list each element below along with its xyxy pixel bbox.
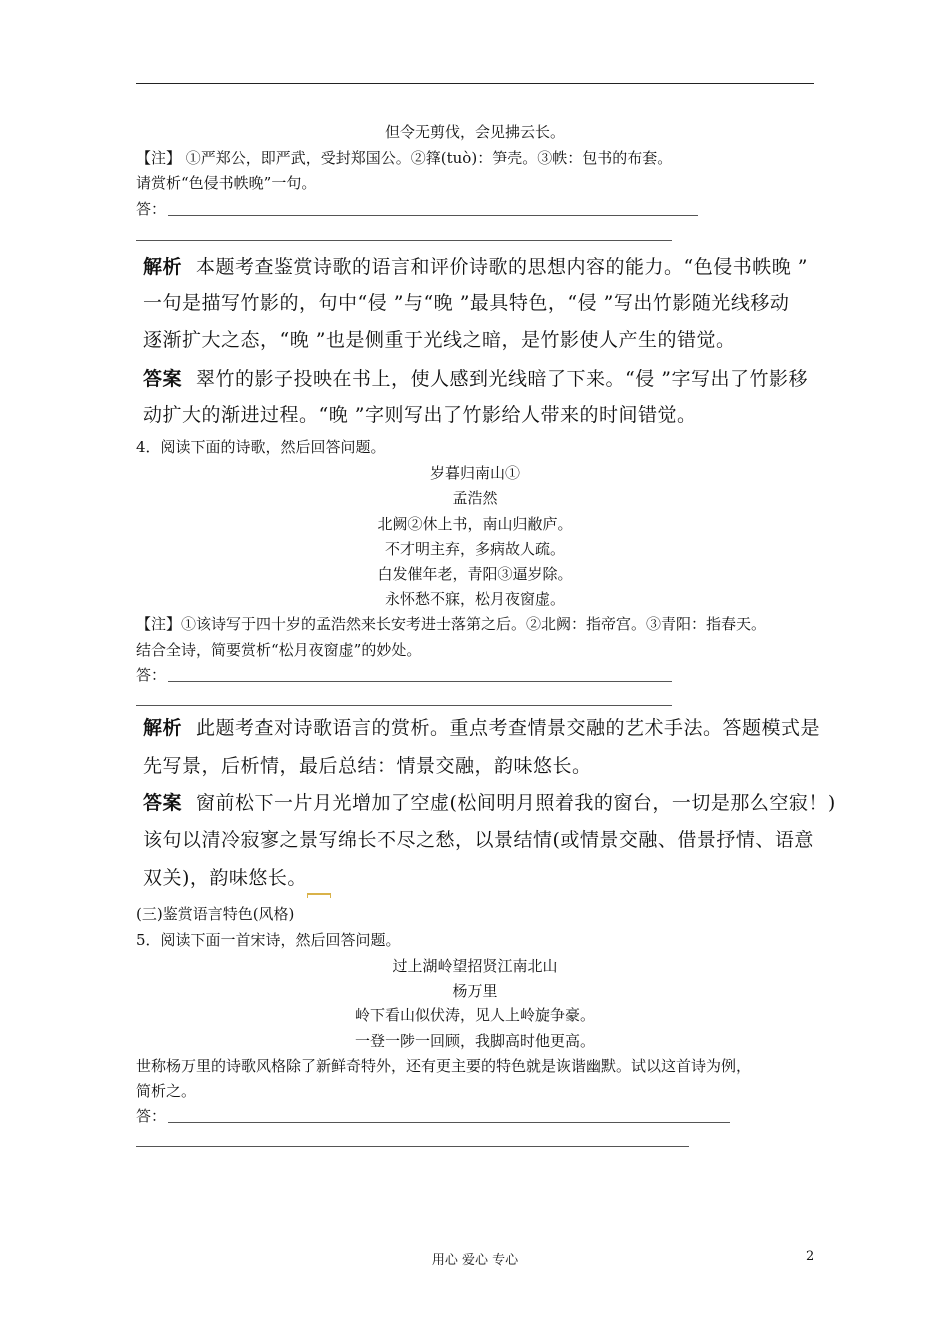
answer-blank-line [168, 681, 672, 682]
analysis-label: 解析 [143, 717, 183, 739]
q4-poem-line: 北阙②休上书，南山归敝庐。 [377, 515, 573, 533]
question-text: 请赏析“色侵书帙晚”一句。 [136, 174, 317, 192]
answer-key-line: 该句以清冷寂寥之景写绵长不尽之愁，以景结情(或情景交融、借景抒情、语意 [143, 829, 814, 851]
q4-note: 【注】①该诗写于四十岁的孟浩然来长安考进士落第之后。②北阙：指帝宫。③青阳：指春天。 [136, 615, 767, 633]
q4-answer-label: 答： [136, 666, 167, 684]
answer-blank-line [136, 240, 672, 241]
answer-key-line: 答案 窗前松下一片月光增加了空虚(松间明月照着我的窗台，一切是那么空寂！) [143, 792, 836, 814]
q5-prompt: 5．阅读下面一首宋诗，然后回答问题。 [136, 931, 401, 949]
analysis-line: 解析 此题考查对诗歌语言的赏析。重点考查情景交融的艺术手法。答题模式是 [143, 717, 821, 739]
q5-poem-title: 过上湖岭望招贤江南北山 [392, 957, 558, 975]
highlight-mark [307, 893, 331, 898]
q4-poem-line: 不才明主弃，多病故人疏。 [384, 540, 565, 558]
answer-blank-line [136, 1146, 689, 1147]
answer-blank-line [168, 1122, 730, 1123]
q4-poem-title: 岁暮归南山① [429, 464, 520, 482]
q4-poem-author: 孟浩然 [452, 489, 498, 507]
analysis-line: 逐渐扩大之态，“晚 ”也是侧重于光线之暗，是竹影使人产生的错觉。 [143, 329, 736, 351]
q5-poem-line: 一登一陟一回顾，我脚高时他更高。 [354, 1032, 595, 1050]
section-heading: (三)鉴赏语言特色(风格) [136, 905, 295, 923]
q4-prompt: 4．阅读下面的诗歌，然后回答问题。 [136, 438, 386, 456]
answer-blank-line [168, 215, 698, 216]
answer-blank-line [136, 705, 672, 706]
page-footer: 用心 爱心 专心 [431, 1253, 519, 1268]
q5-poem-author: 杨万里 [452, 982, 498, 1000]
q4-question: 结合全诗，简要赏析“松月夜窗虚”的妙处。 [136, 641, 422, 659]
q5-question: 世称杨万里的诗歌风格除了新鲜奇特外，还有更主要的特色就是诙谐幽默。试以这首诗为例， [136, 1057, 752, 1075]
answer-key-label: 答案 [143, 792, 183, 814]
poem-note: 【注】 ①严郑公，即严武，受封郑国公。②箨(tuò)：笋壳。③帙：包书的布套。 [136, 149, 673, 167]
analysis-line: 先写景，后析情，最后总结：情景交融，韵味悠长。 [143, 755, 592, 777]
q4-poem-line: 白发催年老，青阳③逼岁除。 [377, 565, 573, 583]
answer-key-label: 答案 [143, 368, 183, 390]
q5-answer-label: 答： [136, 1107, 167, 1125]
answer-key-line: 双关)，韵味悠长。 [143, 867, 307, 889]
analysis-line: 一句是描写竹影的，句中“侵 ”与“晚 ”最具特色，“侵 ”写出竹影随光线移动 [143, 292, 790, 314]
header-rule [136, 83, 814, 84]
answer-label: 答： [136, 200, 167, 218]
answer-key-line: 答案 翠竹的影子投映在书上，使人感到光线暗了下来。“侵 ”字写出了竹影移 [143, 368, 808, 390]
q5-poem-line: 岭下看山似伏涛，见人上岭旋争豪。 [354, 1006, 595, 1024]
poem-last-line: 但令无剪伐，会见拂云长。 [384, 123, 565, 141]
q5-question: 简析之。 [136, 1082, 197, 1100]
page-number: 2 [806, 1249, 815, 1264]
q4-poem-line: 永怀愁不寐，松月夜窗虚。 [384, 590, 565, 608]
analysis-label: 解析 [143, 256, 183, 278]
answer-key-line: 动扩大的渐进过程。“晚 ”字则写出了竹影给人带来的时间错觉。 [143, 404, 697, 426]
analysis-line: 解析 本题考查鉴赏诗歌的语言和评价诗歌的思想内容的能力。“色侵书帙晚 ” [143, 256, 808, 278]
